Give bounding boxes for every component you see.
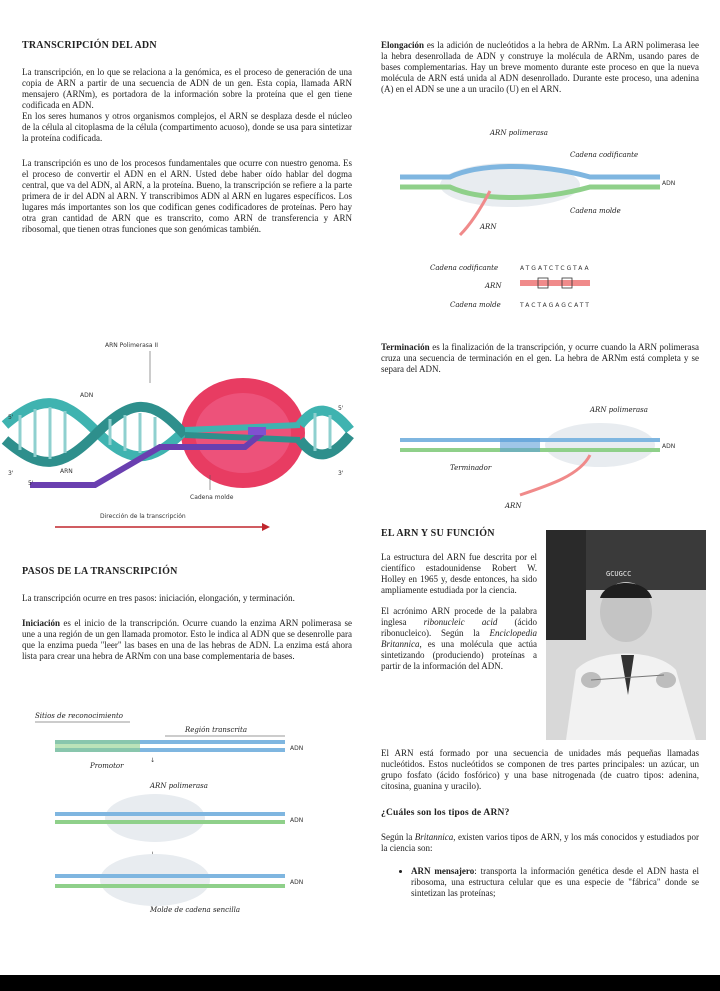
paragraph-pasos: La transcripción ocurre en tres pasos: iniciación, elongación, y terminación. [22,593,295,603]
direction-arrow-icon [262,523,270,531]
initiation-diagram [30,700,350,925]
figure-label-arn: ARN [60,468,73,475]
right-terminacion [381,342,699,375]
label-adn-1: ADN [290,745,304,752]
tipos-list [381,866,699,899]
paragraph-iniciacion [22,618,352,662]
figure-label-5-top: 5' [8,414,14,421]
paragraph-terminacion [381,342,699,375]
term-elongacion: Elongación [381,40,425,50]
section-title-funcion: EL ARN Y SU FUNCIÓN [381,528,495,539]
figure-label-3-left: 3' [8,470,14,477]
left-intro [22,40,352,235]
label-promotor: Promotor [90,762,124,770]
paragraph-intro-1: La transcripción, en lo que se relaciona a la genómica, es el proceso de generación de una copia de ARN a partir de una secuencia de ADN de un gen. Esta copia, llamada ARN mensajero (ARNm), es portadora de la información sobre la proteína que el gen tiene codificada en ADN. [22,67,352,110]
label-molde-sencilla: Molde de cadena sencilla [150,906,240,914]
paragraph-intro-2: En los seres humanos y otros organismos complejos, el ARN se desplaza desde el núcleo de la célula al citoplasma de la célula (compartimento acuoso), donde se usa para sintetizar la proteína codificada. [22,111,352,143]
seq-label-arn: ARN [485,282,502,290]
t-label-arn: ARN [505,502,522,510]
arrow-down-1-icon: ↓ [150,757,156,764]
elongation-diagram [390,125,700,325]
paragraph-intro-3: La transcripción es uno de los procesos fundamentales que ocurre con nuestro genoma. Es el proceso de convertir el ADN en el ARN. Usted debe haber oído hablar del dogma central, que va del ADN, al ARN, a la proteína. Bueno, la transcripción se refiere a la parte primera de ir del ADN al ARN. Y transcribimos ADN al ARN en lugares específicos. Los lugares más importantes son los que codifican genes codificadores de proteínas. Pero hay otra gran cantidad de ARN que es transcrito, como ARN de transferencia y ARN ribosomal, que tienen otras funciones que son genómicas también. [22,158,352,234]
e-label-molde: Cadena molde [570,207,621,215]
func2-a: El acrónimo ARN procede de la palabra inglesa [381,606,537,627]
transcription-illustration [0,335,360,535]
figure-label-5-arn: 5' [28,480,34,487]
section-title-pasos: PASOS DE LA TRANSCRIPCIÓN [22,566,178,577]
e-label-arn: ARN [480,223,497,231]
paragraph-tipos [381,832,699,854]
figure-label-direccion: Dirección de la transcripción [100,513,186,520]
section-title-transcripcion: TRANSCRIPCIÓN DEL ADN [22,40,157,51]
figure-label-3-right: 3' [338,470,344,477]
e-label-adn: ADN [662,180,676,187]
tipos-italic: Britannica [414,832,454,842]
section-title-tipos: ¿Cuáles son los tipos de ARN? [381,808,510,818]
bullet-text: : transporta la información genética desde el ADN hasta el ribosoma, una estructura celular que es una especie de "fábrica" donde se sintetizan las proteínas; [411,866,699,898]
bullet-term: ARN mensajero [411,866,475,876]
label-region: Región transcrita [185,726,248,734]
termination-diagram [390,400,700,515]
figure-label-adn: ADN [80,392,94,399]
label-adn-3: ADN [290,879,304,886]
tipos-b: , existen varios tipos de ARN, y los más conocidos y estudiados por la ciencia son: [381,832,700,853]
iniciacion-text: es el inicio de la transcripción. Ocurre cuando la enzima ARN polimerasa se une a una región de un gen llamada promotor. Esto le indica al ADN que se desenrolle para que la enzima pueda "leer" las bases en una de las hebras de ADN. La enzima está ahora lista para crear una hebra de ARNm con una base complementaria de bases. [22,618,352,661]
left-pasos [22,566,352,662]
seq-label-molde: Cadena molde [450,301,501,309]
list-item-arn-mensajero [411,866,699,899]
label-sitios: Sitios de reconocimiento [35,712,124,720]
terminacion-text: es la finalización de la transcripción, y ocurre cuando la ARN polimerasa cruza una secuencia de terminación en el gen. La hebra de ARNm está completa y se separa del ADN. [381,342,699,374]
seq-label-codificante: Cadena codificante [430,264,499,272]
figure-label-molde: Cadena molde [190,494,234,501]
right-funcion-text [381,552,537,672]
func2-italic: ribonucleic acid [423,617,498,627]
figure-label-polimerasa: ARN Polimerasa II [105,342,159,349]
t-label-arn-pol: ARN polimerasa [590,406,648,414]
tipos-a: Según la [381,832,415,842]
bottom-bar [0,975,720,991]
label-arn-polimerasa: ARN polimerasa [150,782,208,790]
scientist-photo [546,530,706,740]
label-adn-2: ADN [290,817,304,824]
seq-codificante: ATGATCTCGTAA [520,265,591,272]
func2-c: , es una molécula que actúa sintetizando (produciendo) proteínas a partir de la información del ADN. [381,639,537,671]
right-nucleotidos [381,748,699,899]
elongacion-text: es la adición de nucleótidos a la hebra de ARNm. La ARN polimerasa lee la hebra desenrollada de ADN y construye la molécula de ARNm, usando pares de bases complementarias. Hay un breve momento durante este proceso en que la nueva molécula de ARN está unida al ADN desenrollado. Durante este proceso, una adenina (A) en el ADN se une a un uracilo (U) en el ARN. [381,40,699,94]
t-label-adn: ADN [662,443,676,450]
paragraph-funcion-1: La estructura del ARN fue descrita por el científico estadounidense Robert W. Holley en 1965 y, desde entonces, ha sido ampliamente estudiada por la ciencia. [381,552,537,595]
term-iniciacion: Iniciación [22,618,61,628]
photo-sequence-text: GCUGCC [606,570,632,578]
paragraph-funcion-3: El ARN está formado por una secuencia de unidades más pequeñas llamadas nucleótidos. Estos nucleótidos se componen de tres partes principales: un azúcar, un grupo fosfato (ácido fosfórico) y una base nitrogenada (de cuatro tipos: adenina, citosina, guanina y uracilo). [381,748,699,791]
figure-label-5-right: 5' [338,405,344,412]
t-label-terminador: Terminador [450,464,492,472]
right-elongacion [381,40,699,95]
func2-b: (ácido ribonucleico). Según la [381,617,537,638]
e-label-codificante: Cadena codificante [570,151,639,159]
term-terminacion: Terminación [381,342,430,352]
paragraph-funcion-2 [381,606,537,672]
func2-italic2: Enciclopedia Britannica [381,628,537,649]
seq-molde: TACTAGAGCATT [520,302,591,309]
paragraph-elongacion [381,40,699,95]
e-label-arn-pol: ARN polimerasa [490,129,548,137]
